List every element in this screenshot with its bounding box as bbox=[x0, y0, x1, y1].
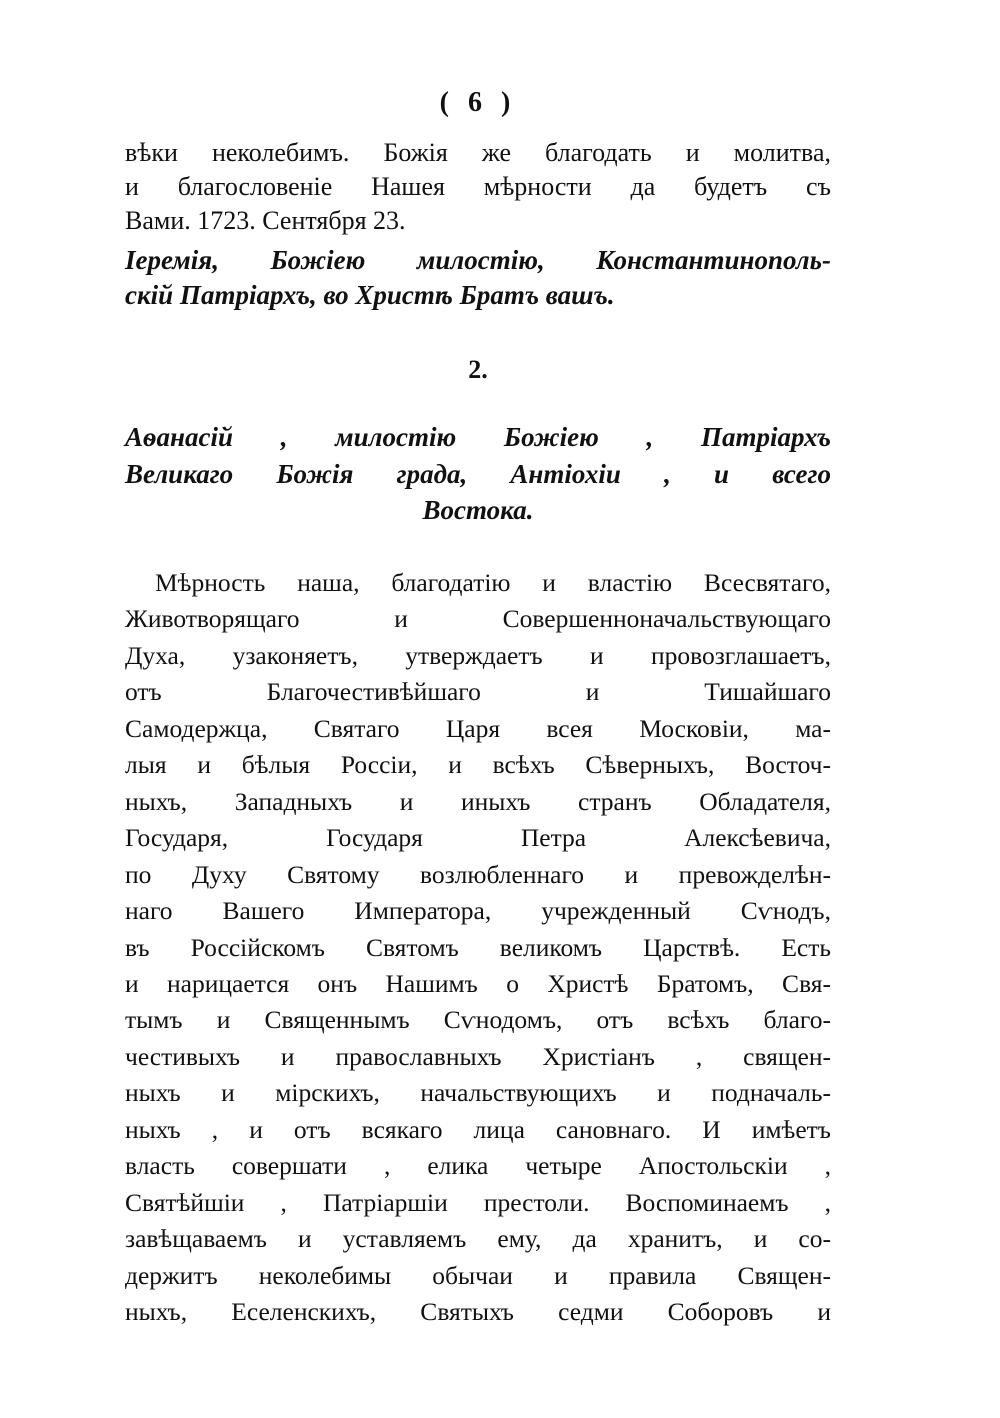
text-line: наго Вашего Императора, учрежденный Сѵнодъ, bbox=[125, 896, 831, 926]
text-line: Востока. bbox=[422, 495, 534, 525]
text-line: Государя, Государя Петра Алексѣевича, bbox=[125, 823, 831, 853]
text-line: по Духу Святому возлюбленнаго и превожделѣн- bbox=[125, 859, 831, 889]
text-line: власть совершати , елика четыре Апостольскіи , bbox=[125, 1151, 831, 1181]
section-number: 2. bbox=[468, 355, 488, 384]
text-line: Іеремія, Божіею милостію, Константинополь- bbox=[125, 245, 831, 275]
text-line: держитъ неколебимы обычаи и правила Священ- bbox=[125, 1260, 831, 1290]
text-line: отъ Благочестивѣйшаго и Тишайшаго bbox=[125, 677, 831, 707]
text-line: Вами. 1723. Сентября 23. bbox=[125, 206, 406, 235]
text-line: и благословеніе Нашея мѣрности да будетъ съ bbox=[125, 172, 831, 201]
text-line: и нарицается онъ Нашимъ о Христѣ Братомъ, Свя- bbox=[125, 968, 831, 998]
text-line: Духа, узаконяетъ, утверждаетъ и провозглашаетъ, bbox=[125, 640, 831, 670]
text-line: Самодержца, Святаго Царя всея Московіи, ма- bbox=[125, 713, 831, 743]
text-line: лыя и бѣлыя Россіи, и всѣхъ Сѣверныхъ, Восточ- bbox=[125, 750, 831, 780]
text-line: Великаго Божія града, Антіохіи , и всего bbox=[125, 458, 831, 489]
text-line: скій Патріархъ, во Христѣ Братъ вашъ. bbox=[125, 280, 615, 310]
text-line: честивыхъ и православныхъ Христіанъ , священ- bbox=[125, 1041, 831, 1071]
page-number: ( 6 ) bbox=[439, 87, 517, 118]
text-line: Животворящаго и Совершенноначальствующаго bbox=[125, 604, 831, 634]
text-line: ныхъ, Еселенскихъ, Святыхъ седми Соборовъ и bbox=[125, 1297, 831, 1327]
text-line: Святѣйшіи , Патріаршіи престоли. Воспоминаемъ , bbox=[125, 1187, 831, 1217]
text-line: вѣки неколебимъ. Божія же благодать и молитва, bbox=[125, 138, 831, 167]
text-line: ныхъ, Западныхъ и иныхъ странъ Обладателя, bbox=[125, 786, 831, 816]
body-text bbox=[125, 565, 831, 1331]
text-line: тымъ и Священнымъ Сѵнодомъ, отъ всѣхъ благо- bbox=[125, 1005, 831, 1035]
signature bbox=[125, 243, 831, 313]
section-heading bbox=[125, 419, 831, 529]
text-line: въ Россійскомъ Святомъ великомъ Царствѣ. Есть bbox=[125, 932, 831, 962]
text-line: Мѣрность наша, благодатію и властію Всесвятаго, bbox=[155, 568, 831, 597]
closing-paragraph bbox=[125, 136, 831, 238]
text-line: Аѳанасій , милостію Божіею , Патріархъ bbox=[125, 422, 831, 452]
text-line: завѣщаваемъ и уставляемъ ему, да хранитъ, и со- bbox=[125, 1224, 831, 1254]
text-line: ныхъ и мірскихъ, начальствующихъ и подначаль- bbox=[125, 1078, 831, 1108]
text-line: ныхъ , и отъ всякаго лица сановнаго. И имѣетъ bbox=[125, 1114, 831, 1144]
